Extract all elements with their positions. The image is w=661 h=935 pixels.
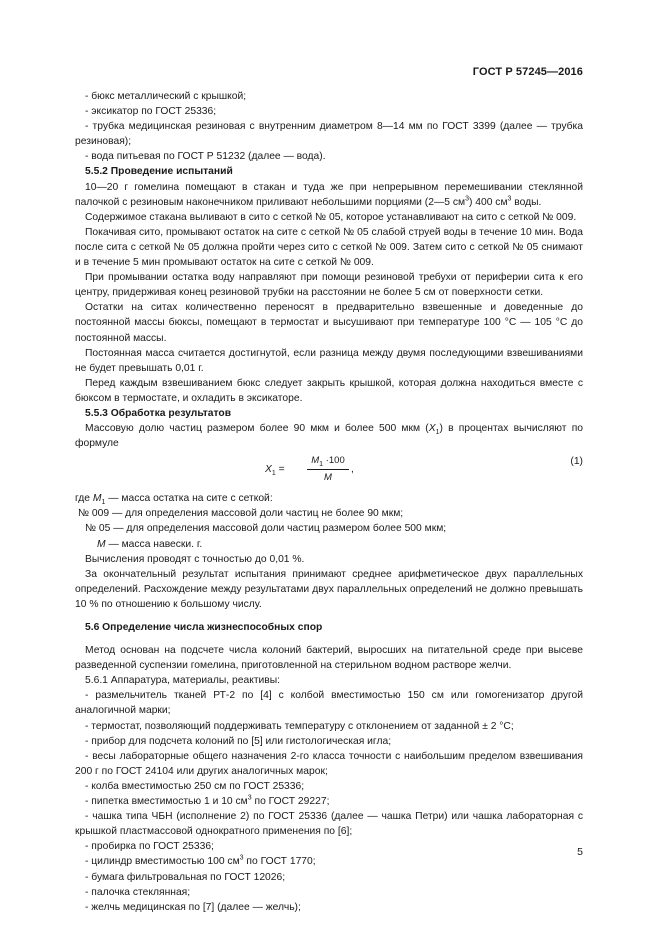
paragraph: 10—20 г гомелина помещают в стакан и туда же при непрерывном перемешивании стеклянной палочкой с резиновым наконечником приливают небольшими порциями (2—5 $см^3$) 400 $см^3$ воды. [75, 181, 583, 208]
list-item: - колба вместимостью 250 см по ГОСТ 25336; [85, 780, 305, 792]
list-item: - бюкс металлический с крышкой; [85, 91, 247, 102]
list-item: - вода питьевая по ГОСТ Р 51232 (далее — вода). [85, 151, 326, 163]
equation-number: (1) [570, 456, 583, 468]
list-item: - бумага фильтровальная по ГОСТ 12026; [85, 871, 286, 883]
paragraph: Вычисления проводят с точностью до 0,01 %. [85, 553, 305, 565]
paragraph: где $M_1$ — масса остатка на сите с сеткой: [75, 493, 273, 507]
list-item: - термостат, позволяющий поддерживать температуру с отклонением от заданной ± 2 °С; [85, 720, 514, 732]
list-item: - пипетка вместимостью 1 и 10 $см^3$ по ГОСТ 29227; [85, 794, 330, 808]
list-item: - трубка медицинская резиновая с внутренним диаметром 8—14 мм по ГОСТ 3399 (далее — трубка резиновая); [75, 121, 583, 148]
paragraph: Остатки на ситах количественно переносят в предварительно взвешенные и доведенные до постоянной массы бюксы, помещают в термостат и высушивают при температуре 100 °С — 105 °С до постоянной массы. [75, 302, 583, 344]
paragraph: При промывании остатка воду направляют при помощи резиновой требухи от периферии сита к его центру, придерживая конец резиновой трубки на расстоянии не более 5 см от поверхности сетки. [75, 272, 583, 299]
formula-numerator: $M_1 \cdot 100$ [307, 453, 349, 470]
page-number: 5 [577, 846, 583, 858]
page-content [75, 89, 583, 915]
subsection-heading: 5.6.1 Аппаратура, материалы, реактивы: [85, 675, 281, 687]
list-item: - эксикатор по ГОСТ 25336; [85, 106, 217, 118]
section-heading: 5.5.3 Обработка результатов [85, 407, 232, 419]
list-item: - желчь медицинская по [7] (далее — желчь); [85, 901, 301, 913]
paragraph: Содержимое стакана выливают в сито с сеткой № 05, которое устанавливают на сито с сеткой № 009. [85, 211, 577, 223]
formula-lhs: $X_1$ = [265, 464, 285, 478]
section-heading: 5.6 Определение числа жизнеспособных спор [85, 622, 323, 633]
paragraph: Покачивая сито, промывают остаток на сите с сеткой № 05 слабой струей воды в течение 10 мин. Вода после сита с сеткой № 05 должна пройти через сито с сеткой № 009. Затем сито с сеткой № 05 снимают и в течение 5 мин промывают остаток на сите с сеткой № 009. [75, 226, 583, 269]
section-heading: 5.5.2 Проведение испытаний [85, 166, 233, 178]
paragraph: M — масса навески. г. [97, 538, 203, 550]
document-code: ГОСТ Р 57245—2016 [472, 66, 583, 78]
list-item: - чашка типа ЧБН (исполнение 2) по ГОСТ 25336 (далее — чашка Петри) или чашка лабораторная с крышкой пластмассовой однократного применения по [6]; [75, 811, 583, 838]
paragraph: № 009 — для определения массовой доли частиц не более 90 мкм; [78, 508, 404, 520]
paragraph: № 05 — для определения массовой доли частиц размером более 500 мкм; [85, 523, 447, 535]
paragraph: Перед каждым взвешиванием бюкс следует закрыть крышкой, которая должна находиться вместе с бюксом в термостате, и охладить в эксикаторе. [75, 377, 583, 404]
paragraph: Постоянная масса считается достигнутой, если разница между двумя последующими взвешиваниями не будет превышать 0,01 г. [75, 347, 583, 374]
paragraph: Метод основан на подсчете числа колоний бактерий, выросших на питательной среде при высеве разведенной суспензии гомелина, приготовленной на стерильном водном растворе желчи. [75, 645, 583, 672]
paragraph: Массовую долю частиц размером более 90 мкм и более 500 мкм $(X_1)$ в процентах вычисляют по формуле [75, 423, 583, 450]
formula: $X_1$ = $\frac{M_1 \cdot 100}{M}$ , (1) [75, 451, 583, 491]
list-item: - прибор для подсчета колоний по [5] или гистологическая игла; [85, 735, 392, 747]
list-item: - пробирка по ГОСТ 25336; [85, 841, 214, 853]
list-item: - весы лабораторные общего назначения 2-го класса точности с наибольшим пределом взвешивания 200 г по ГОСТ 24104 или других аналогичных марок; [75, 750, 583, 777]
paragraph: За окончательный результат испытания принимают среднее арифметическое двух параллельных определений. Расхождение между результатами двух параллельных определений не должно превышать 10 % по отношению к большому числу. [75, 568, 583, 610]
list-item: - цилиндр вместимостью 100 $см^3$ по ГОСТ 1770; [85, 854, 316, 868]
list-item: - палочка стеклянная; [85, 886, 191, 898]
formula-denominator: M [324, 472, 332, 484]
list-item: - размельчитель тканей РТ-2 по [4] с колбой вместимостью 150 см или гомогенизатор другой аналогичной марки; [75, 690, 583, 717]
formula-fraction [307, 453, 349, 485]
